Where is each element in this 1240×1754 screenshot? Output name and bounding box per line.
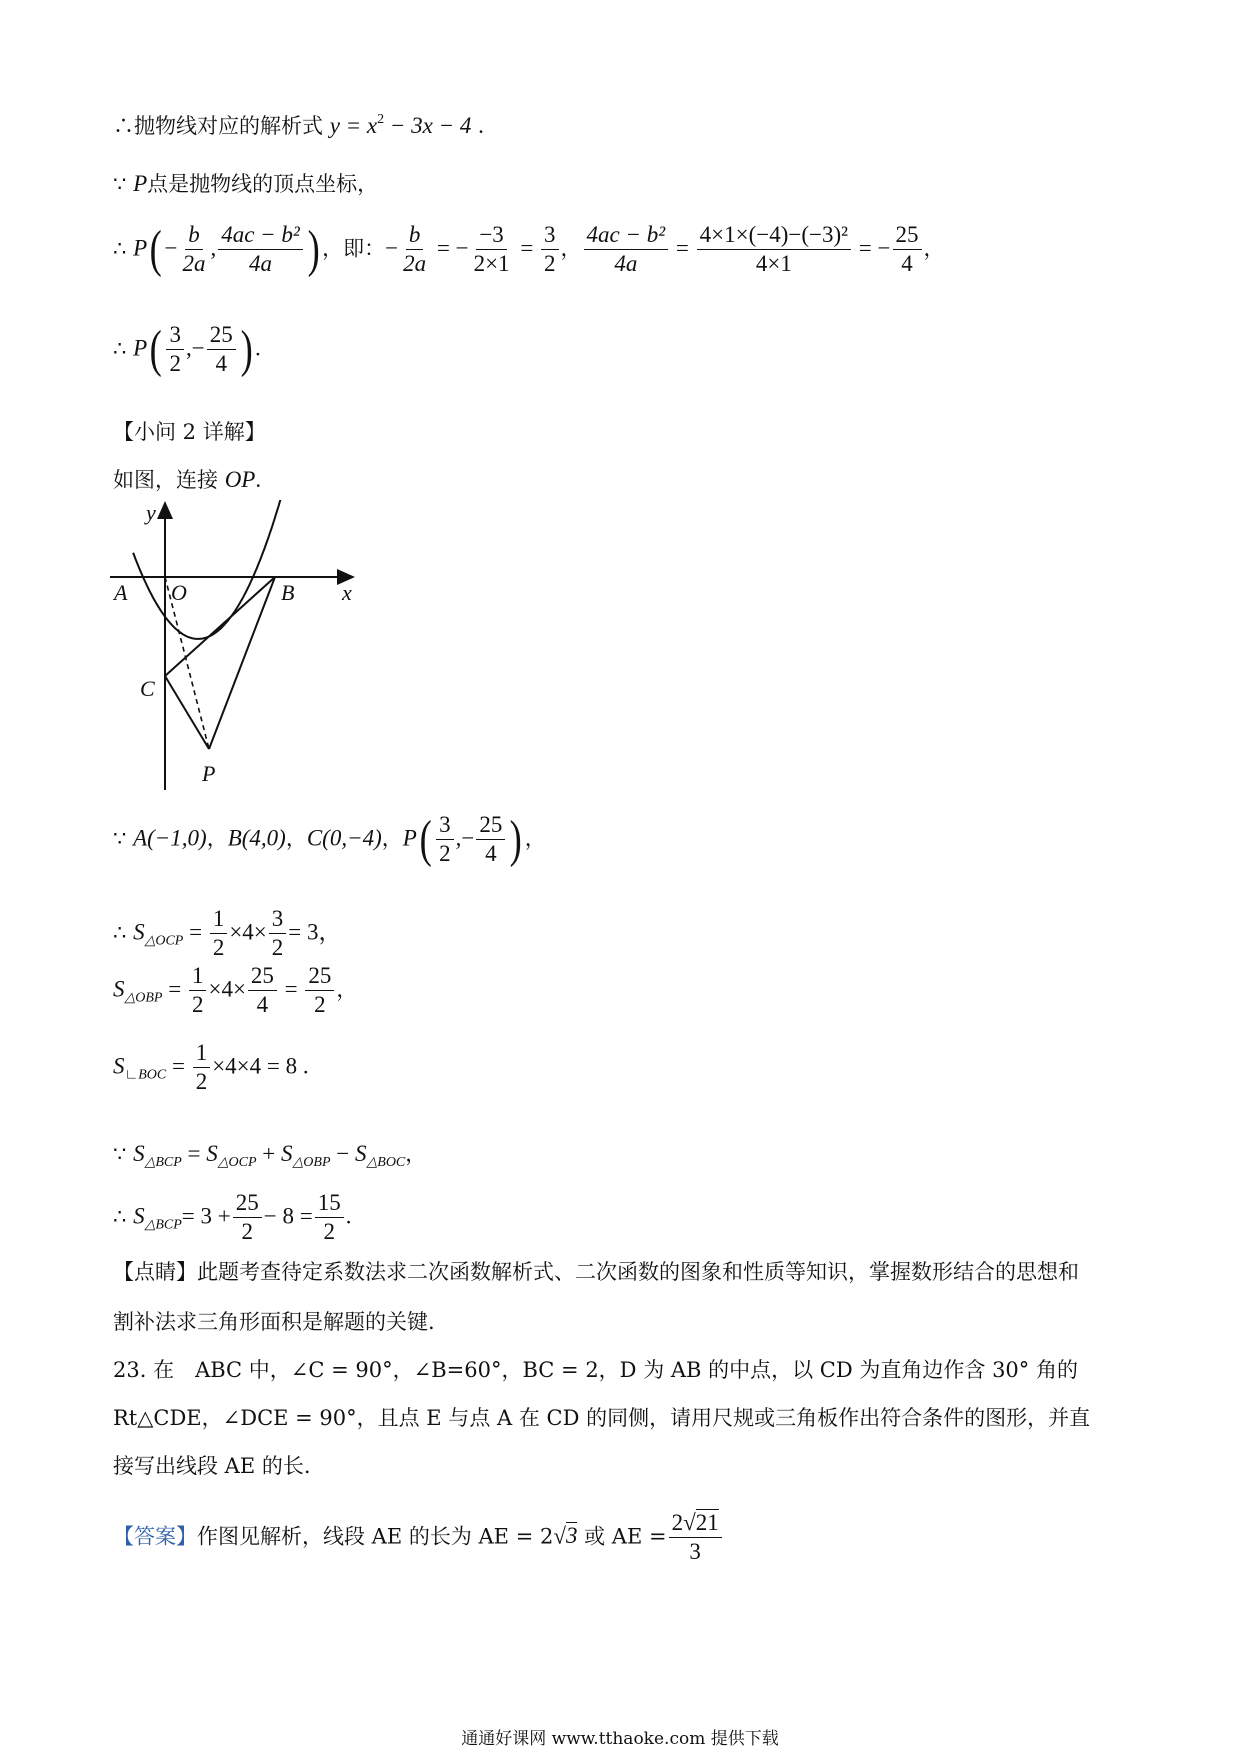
fraction: $\frac{\text{4×1×(−4)−(−3)²}}{4\times 1}$ bbox=[697, 222, 851, 278]
segment-CP bbox=[165, 676, 209, 749]
label-O: O bbox=[171, 580, 187, 605]
fraction: $\frac{1}{2}$ bbox=[193, 1040, 211, 1096]
parabola-curve bbox=[133, 500, 285, 639]
fraction: $\frac{3}{2}$ bbox=[269, 906, 287, 962]
fraction: $\frac{15}{2}$ bbox=[315, 1190, 344, 1246]
point-C: C(0,−4) bbox=[306, 825, 382, 851]
q23-line-1: 23. 在 ABC 中，∠C = 90°，∠B=60°，BC = 2，D 为 AB 的中点，以 CD 为直角边作含 30° 角的 bbox=[113, 1358, 1078, 1382]
fraction: $\frac{\text{4ac − b²}}{4a}$ bbox=[218, 222, 303, 278]
fraction: $\frac{1}{2}$ bbox=[210, 906, 228, 962]
paren-right: ) bbox=[307, 220, 320, 278]
point-P: P bbox=[133, 171, 148, 196]
text: 如图，连接 bbox=[113, 468, 218, 492]
label-y: y bbox=[146, 500, 156, 525]
formula: y = x bbox=[329, 113, 378, 138]
q23-line-3: 接写出线段 AE 的长. bbox=[113, 1454, 311, 1478]
comment-line-1: 【点睛】此题考查待定系数法求二次函数解析式、二次函数的图象和性质等知识，掌握数形结合的思想和 bbox=[113, 1260, 1079, 1284]
fraction: $\frac{25}{2}$ bbox=[305, 963, 334, 1019]
because-symbol: ∵ bbox=[113, 1142, 127, 1166]
fraction: $\frac{b}{2a}$ bbox=[403, 222, 427, 277]
label-C: C bbox=[140, 676, 155, 701]
line-area-result: ∴ $S_{\triangle BCP}= 3$ + $\frac{25}{2}$ − 8 = $\frac{15}{2}$ . bbox=[113, 1190, 352, 1245]
point-P: P bbox=[402, 825, 417, 851]
because-symbol: ∵ bbox=[113, 172, 127, 196]
therefore-symbol: ∴ bbox=[113, 920, 127, 945]
line-vertex-result: ∴ P( $\frac{3}{2}$ ,− $\frac{25}{4}$ ) . bbox=[113, 320, 261, 378]
point-B: B(4,0) bbox=[227, 825, 286, 851]
fraction: $\frac{25}{4}$ bbox=[248, 963, 277, 1019]
line-points: ∵ A(−1,0)，B(4,0)，C(0,−4)，P( $\frac{3}{2}$ ,− $\frac{25}{4}$ ) ， bbox=[113, 810, 546, 868]
footer: 通通好课网 www.tthaoke.com 提供下载 bbox=[461, 1729, 779, 1749]
fraction: $\frac{3}{2}$ bbox=[541, 222, 559, 278]
sqrt-radicand: 3 bbox=[565, 1523, 578, 1549]
because-symbol: ∵ bbox=[113, 826, 127, 851]
comment-line-2: 割补法求三角形面积是解题的关键. bbox=[113, 1310, 435, 1334]
line-parabola-formula bbox=[113, 112, 484, 140]
label-x: x bbox=[342, 580, 352, 605]
point-P: P bbox=[133, 335, 148, 361]
fraction: $\frac{25}{2}$ bbox=[233, 1190, 262, 1246]
fraction: $\frac{\text{4ac − b²}}{4a}$ bbox=[584, 222, 669, 278]
fraction: $\frac{25}{4}$ bbox=[207, 322, 236, 378]
line-area-ocp: ∴ $S_{\triangle OCP}$ = $\frac{1}{2}$ ×4× $\frac{3}{2}$ = 3， bbox=[113, 906, 342, 961]
fraction: $\frac{3}{2}$ bbox=[166, 322, 184, 378]
therefore-symbol: ∴ bbox=[113, 336, 127, 361]
fraction: $\frac{-3}{2\times 1}$ bbox=[473, 222, 510, 277]
segment-PB bbox=[209, 577, 275, 749]
answer-label: 【答案】 bbox=[113, 1524, 197, 1549]
therefore-symbol: ∴ bbox=[113, 236, 127, 261]
line-area-boc: $S_{∟BOC}$ = $\frac{1}{2}$ ×4×4 = 8 . bbox=[113, 1040, 309, 1095]
segment-OP: OP bbox=[224, 467, 256, 492]
period: . bbox=[478, 113, 484, 138]
label-B: B bbox=[281, 580, 295, 605]
text: ，即： bbox=[322, 236, 386, 261]
line-area-obp: $S_{\triangle OBP}$ = $\frac{1}{2}$ ×4× $\frac{25}{4}$ = $\frac{25}{2}$ ， bbox=[113, 963, 358, 1018]
sqrt-sign: √ bbox=[553, 1523, 566, 1549]
q23-line-2: Rt△CDE，∠DCE = 90°，且点 E 与点 A 在 CD 的同侧，请用尺规或三角板作出符合条件的图形，并直 bbox=[113, 1406, 1091, 1430]
paren-left: ( bbox=[149, 220, 162, 278]
text: 点是抛物线的顶点坐标， bbox=[147, 172, 379, 196]
fraction: $\frac{b}{2a}$ bbox=[182, 222, 206, 277]
label-P: P bbox=[202, 761, 216, 786]
point-P: P bbox=[133, 235, 148, 261]
formula-rest: − 3x − 4 bbox=[384, 113, 472, 138]
answer-or: 或 AE = bbox=[577, 1524, 667, 1549]
fraction: $\frac{2√21}{3}$ bbox=[669, 1510, 722, 1566]
point-A: A(−1,0) bbox=[133, 825, 207, 851]
exponent: 2 bbox=[377, 112, 385, 127]
fraction: $\frac{1}{2}$ bbox=[189, 963, 207, 1019]
fraction: $\frac{25}{4}$ bbox=[476, 812, 505, 868]
answer-text: 作图见解析，线段 AE 的长为 AE = 2 bbox=[197, 1524, 554, 1549]
line-connect-op: 如图，连接 OP. bbox=[113, 467, 262, 492]
answer-line bbox=[113, 1510, 724, 1566]
line-area-relation: ∵ $S_{\triangle BCP} = S_{\triangle OCP} + S_{\triangle OBP} - S_{\triangle BOC}$， bbox=[113, 1141, 427, 1170]
label-A: A bbox=[114, 580, 128, 605]
section-heading: 【小问 2 详解】 bbox=[113, 420, 266, 444]
fraction: $\frac{25}{4}$ bbox=[893, 222, 922, 278]
therefore-symbol: ∴ bbox=[113, 1204, 127, 1229]
parabola-figure bbox=[110, 500, 370, 800]
fraction: $\frac{3}{2}$ bbox=[436, 812, 454, 868]
line-vertex-statement bbox=[113, 170, 378, 198]
line-vertex-formula: ∴ P( − $\frac{b}{2a}$ , $\frac{\text{4ac − b²}}{4a}$ ) ，即：− $\frac{b}{2a}$ = − $\frac{-3}{2\times 1}$ = $\frac{3}{2}$ ， $\frac{\text{4ac − b²}}{4a}$ = $\frac{\text{4×1×(−4)−(−3)²}}{4\times 1}$ = − $\frac{25}{4}$ ， bbox=[113, 220, 945, 278]
text: ∴抛物线对应的解析式 bbox=[113, 114, 323, 138]
